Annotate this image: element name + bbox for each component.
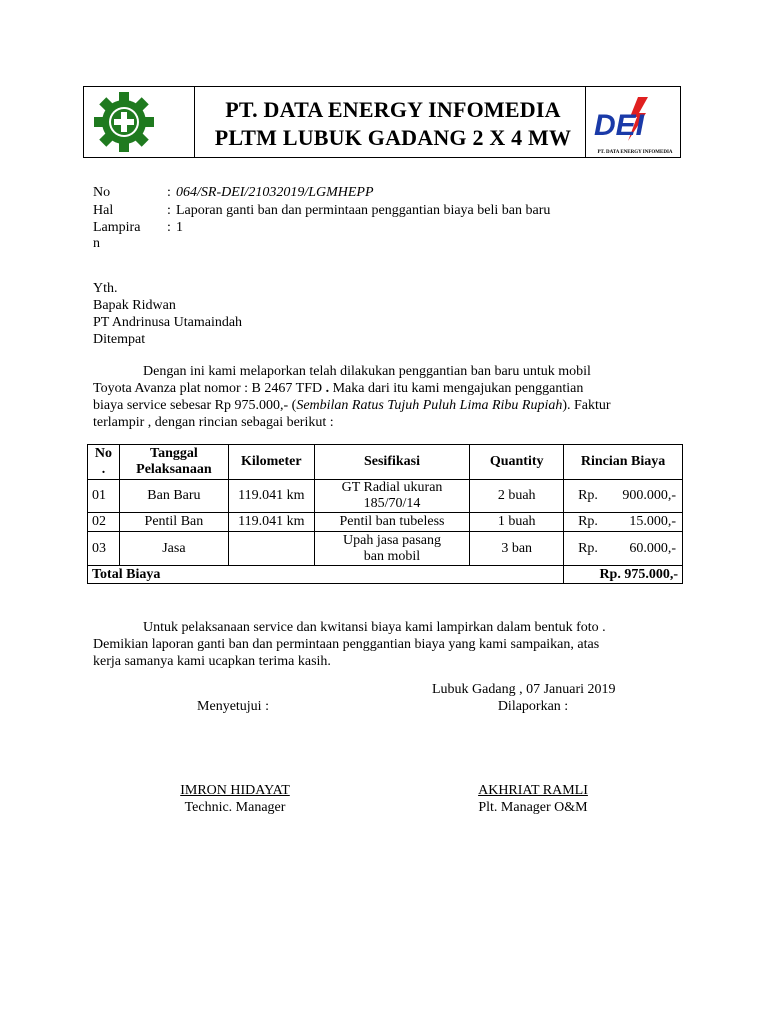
header-quantity: Quantity xyxy=(470,445,564,480)
row-qty: 3 ban xyxy=(470,532,564,566)
dei-logo-subtext: PT. DATA ENERGY INFOMEDIA xyxy=(597,150,673,155)
recipient-company: PT Andrinusa Utamaindah xyxy=(93,315,243,330)
row-no: 01 xyxy=(88,480,120,513)
no-colon: : xyxy=(167,185,171,200)
total-label: Total Biaya xyxy=(88,566,564,584)
header-kilometer: Kilometer xyxy=(228,445,314,480)
gear-cross-icon xyxy=(92,90,156,154)
row-no: 03 xyxy=(88,532,120,566)
row-qty: 1 buah xyxy=(470,513,564,532)
body1-line1: Dengan ini kami melaporkan telah dilakukan penggantian ban baru untuk mobil xyxy=(143,364,591,379)
table-total-row xyxy=(88,566,683,584)
approve-label: Menyetujui : xyxy=(197,699,269,714)
total-value: Rp. 975.000,- xyxy=(564,566,683,584)
row-km xyxy=(228,532,314,566)
report-label: Dilaporkan : xyxy=(497,699,569,714)
row-spec: GT Radial ukuran 185/70/14 xyxy=(314,480,470,513)
table-row xyxy=(88,480,683,513)
body1-line4: terlampir , dengan rincian sebagai berikut : xyxy=(93,415,334,430)
cost-table xyxy=(87,444,683,584)
reporter-title: Plt. Manager O&M xyxy=(478,800,588,815)
row-tanggal: Jasa xyxy=(119,532,228,566)
row-amount: Rp. 900.000,- xyxy=(564,480,683,513)
dei-logo-icon xyxy=(590,95,676,157)
no-label: No xyxy=(93,185,111,200)
row-tanggal: Ban Baru xyxy=(119,480,228,513)
approver-title: Technic. Manager xyxy=(184,800,286,815)
body2-line3: kerja samanya kami ucapkan terima kasih. xyxy=(93,654,331,669)
subject: Laporan ganti ban dan permintaan penggantian biaya beli ban baru xyxy=(176,203,551,218)
header-rincian: Rincian Biaya xyxy=(564,445,683,480)
row-spec: Pentil ban tubeless xyxy=(314,513,470,532)
reporter-name: AKHRIAT RAMLI xyxy=(478,783,588,798)
company-name: PT. DATA ENERGY INFOMEDIA xyxy=(225,97,561,122)
lampiran-label: Lampira xyxy=(93,220,141,235)
lampiran-value: 1 xyxy=(176,220,183,235)
row-km: 119.041 km xyxy=(228,513,314,532)
lampiran-label-wrap: n xyxy=(93,236,100,251)
row-qty: 2 buah xyxy=(470,480,564,513)
hal-colon: : xyxy=(167,203,171,218)
row-spec: Upah jasa pasang ban mobil xyxy=(314,532,470,566)
approver-name: IMRON HIDAYAT xyxy=(180,783,290,798)
row-no: 02 xyxy=(88,513,120,532)
letterhead xyxy=(83,86,681,158)
recipient-place: Ditempat xyxy=(93,332,146,347)
row-km: 119.041 km xyxy=(228,480,314,513)
lampiran-colon: : xyxy=(167,220,171,235)
row-tanggal: Pentil Ban xyxy=(119,513,228,532)
header-sesifikasi: Sesifikasi xyxy=(314,445,470,480)
dei-logo-text: DEI xyxy=(594,109,645,142)
table-row xyxy=(88,513,683,532)
body1-line2: Toyota Avanza plat nomor : B 2467 TFD . Maka dari itu kami mengajukan penggantian xyxy=(93,381,584,396)
row-amount: Rp. 15.000,- xyxy=(564,513,683,532)
header-no: No . xyxy=(88,445,120,480)
body2-line1: Untuk pelaksanaan service dan kwitansi biaya kami lampirkan dalam bentuk foto . xyxy=(143,620,606,635)
row-amount: Rp. 60.000,- xyxy=(564,532,683,566)
header-tanggal: Tanggal Pelaksanaan xyxy=(119,445,228,480)
recipient-name: Bapak Ridwan xyxy=(93,298,176,313)
recipient-yth: Yth. xyxy=(93,281,118,296)
place-date: Lubuk Gadang , 07 Januari 2019 xyxy=(432,682,616,697)
body2-line2: Demikian laporan ganti ban dan permintaan penggantian biaya yang kami sampaikan, atas xyxy=(93,637,600,652)
hal-label: Hal xyxy=(93,203,114,218)
table-row xyxy=(88,532,683,566)
header-divider-left xyxy=(194,87,195,157)
letter-number: 064/SR-DEI/21032019/LGMHEPP xyxy=(176,185,374,200)
body1-line3: biaya service sebesar Rp 975.000,- (Sembilan Ratus Tujuh Puluh Lima Ribu Rupiah). Faktur xyxy=(93,398,611,413)
header-divider-right xyxy=(585,87,586,157)
project-name: PLTM LUBUK GADANG 2 X 4 MW xyxy=(214,125,572,150)
table-header-row xyxy=(88,445,683,480)
